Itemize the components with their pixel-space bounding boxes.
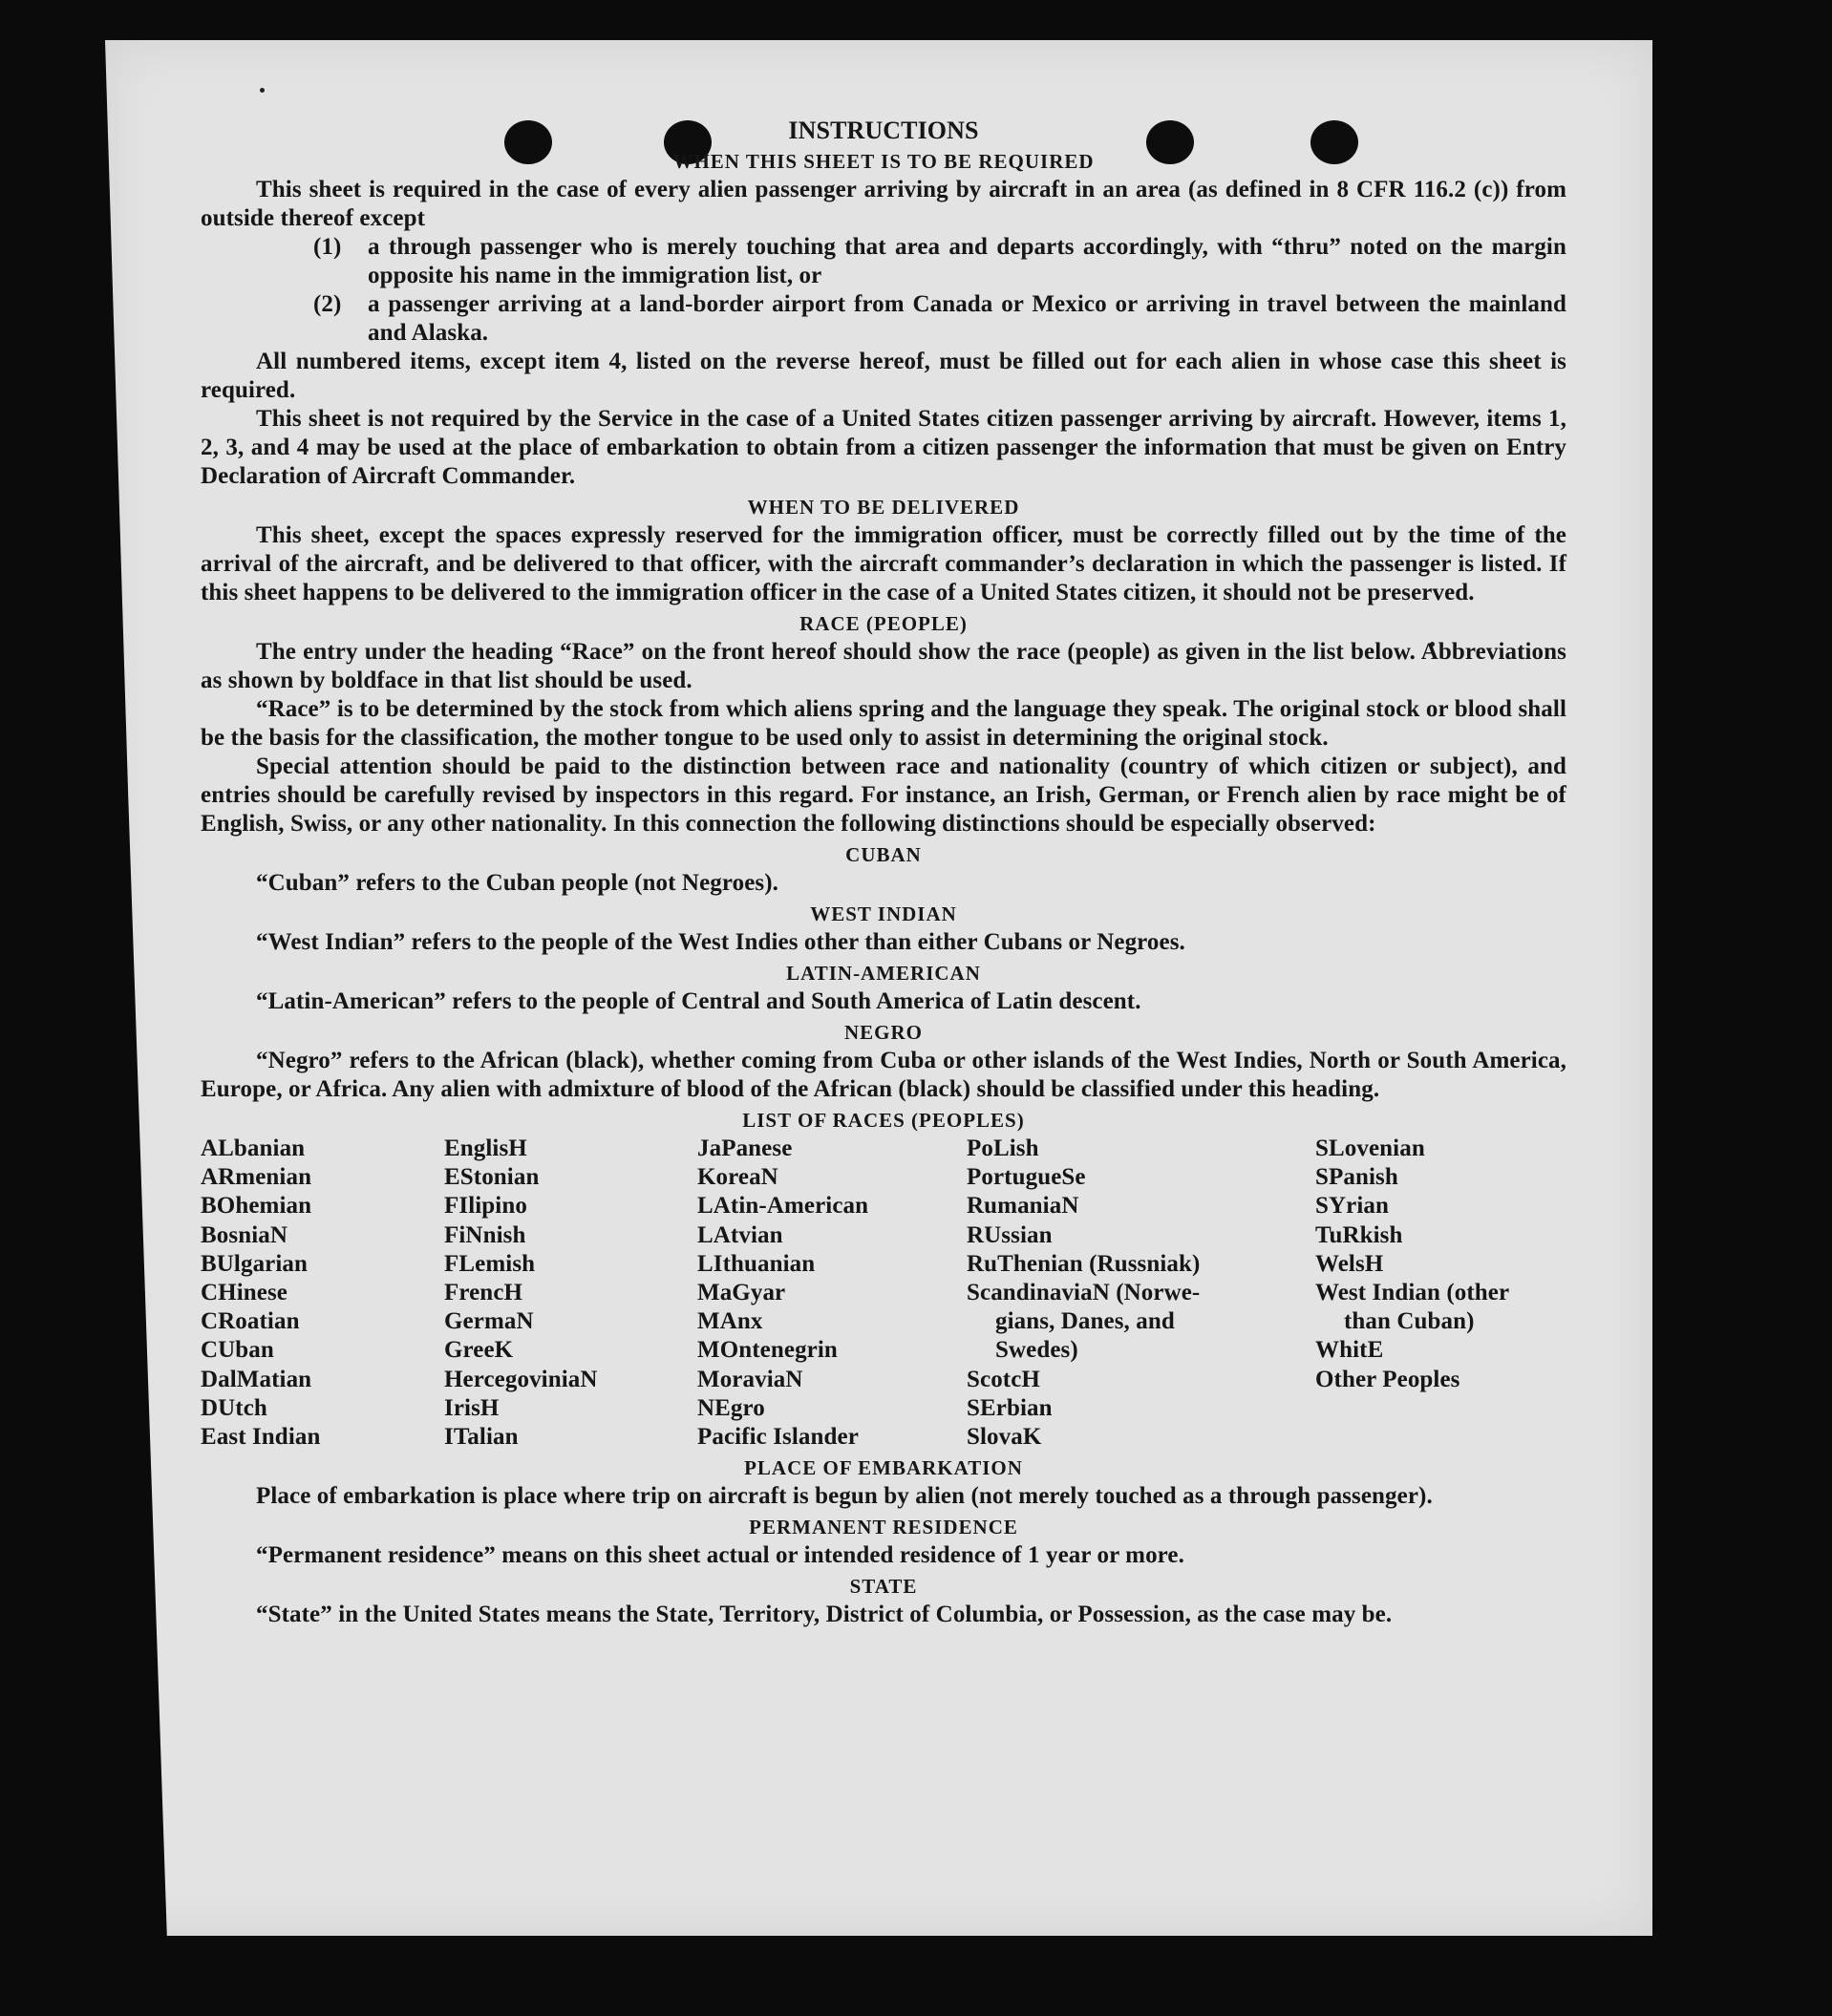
- race-list: [201, 1135, 1566, 1452]
- race-entry: SErbian: [967, 1394, 1053, 1421]
- race-column: [201, 1135, 444, 1452]
- section-heading: LATIN-AMERICAN: [786, 962, 981, 985]
- race-entry: KoreaN: [697, 1164, 778, 1191]
- exception-item-1: [201, 233, 1566, 290]
- race-entry: SYrian: [1315, 1193, 1390, 1220]
- race-entry: SLovenian: [1315, 1135, 1425, 1161]
- race-entry: CRoatian: [201, 1308, 300, 1335]
- page-title: INSTRUCTIONS: [788, 117, 979, 144]
- race-entry: IrisH: [444, 1394, 500, 1421]
- paragraph: “West Indian” refers to the people of the West Indies other than either Cubans or Negroes.: [256, 929, 1185, 955]
- race-entry: FIlipino: [444, 1193, 527, 1220]
- paragraph: This sheet is not required by the Service in the case of a United States citizen passenger arriving by aircraft. However, items 1, 2, 3, and 4 may be used at the place of embarkation to obtain from a citizen passenger the information that must be given on Entry Declaration of Aircraft Commander.: [201, 406, 1566, 489]
- section-heading: WHEN TO BE DELIVERED: [747, 496, 1020, 519]
- race-entry: PortugueSe: [967, 1164, 1086, 1191]
- paragraph: “Permanent residence” means on this sheet actual or intended residence of 1 year or more.: [256, 1542, 1184, 1569]
- race-entry: Other Peoples: [1315, 1366, 1460, 1392]
- race-entry: FrencH: [444, 1280, 523, 1306]
- section-heading: WEST INDIAN: [810, 902, 957, 925]
- race-entry: ARmenian: [201, 1164, 312, 1191]
- section-heading: NEGRO: [843, 1021, 923, 1044]
- race-entry: NEgro: [697, 1394, 765, 1421]
- race-entry: HercegoviniaN: [444, 1366, 598, 1392]
- race-entry: RUssian: [967, 1221, 1053, 1248]
- paragraph: “Latin-American” refers to the people of Central and South America of Latin descent.: [256, 988, 1141, 1014]
- race-entry: GreeK: [444, 1337, 514, 1364]
- paragraph: “State” in the United States means the State, Territory, District of Columbia, or Possession, as the case may be.: [256, 1602, 1393, 1628]
- race-column: [697, 1135, 967, 1452]
- race-entry: WelsH: [1315, 1250, 1384, 1277]
- race-entry: ScotcH: [967, 1366, 1040, 1392]
- race-entry: GermaN: [444, 1308, 534, 1335]
- section-heading: WHEN THIS SHEET IS TO BE REQUIRED: [672, 150, 1095, 173]
- race-entry: BUlgarian: [201, 1250, 309, 1277]
- race-entry: SPanish: [1315, 1164, 1398, 1191]
- race-entry: CUban: [201, 1337, 274, 1364]
- paragraph: This sheet, except the spaces expressly reserved for the immigration officer, must be correctly filled out by the time of the arrival of the aircraft, and be delivered to that officer, with the aircraft commander’s declaration in which the passenger is listed. If this sheet happens to be delivered to the immigration officer in the case of a United States citizen, it should not be preserved.: [201, 522, 1566, 605]
- paragraph: This sheet is required in the case of every alien passenger arriving by aircraft in an area (as defined in 8 CFR 116.2 (c)) from outside thereof except: [201, 177, 1566, 231]
- race-entry: ITalian: [444, 1424, 519, 1451]
- item-text: a through passenger who is merely touching that area and departs accordingly, with “thru” noted on the margin opposite his name in the immigration list, or: [368, 234, 1566, 288]
- race-entry: West Indian (other: [1315, 1280, 1510, 1306]
- race-entry: BosniaN: [201, 1221, 288, 1248]
- race-entry: JaPanese: [697, 1135, 793, 1161]
- race-entry: DUtch: [201, 1394, 267, 1421]
- paragraph: “Race” is to be determined by the stock from which aliens spring and the language they speak. The original stock or blood shall be the basis for the classification, the mother tongue to be used only to assist in determining the original stock.: [201, 696, 1566, 751]
- instructions-content: [201, 113, 1566, 1629]
- paragraph: All numbered items, except item 4, listed on the reverse hereof, must be filled out for each alien in whose case this sheet is required.: [201, 349, 1566, 403]
- race-entry: gians, Danes, and: [995, 1308, 1175, 1335]
- race-entry: East Indian: [201, 1424, 321, 1451]
- race-entry: FLemish: [444, 1250, 536, 1277]
- paragraph: “Negro” refers to the African (black), whether coming from Cuba or other islands of the West Indies, North or South America, Europe, or Africa. Any alien with admixture of blood of the African (black) should be classified under this heading.: [201, 1048, 1566, 1102]
- race-entry: FiNnish: [444, 1221, 526, 1248]
- exception-item-2: [201, 290, 1566, 348]
- race-entry: EnglisH: [444, 1135, 527, 1161]
- race-entry: RumaniaN: [967, 1193, 1079, 1220]
- race-entry: ScandinaviaN (Norwe-: [967, 1280, 1201, 1306]
- race-entry: Pacific Islander: [697, 1424, 859, 1451]
- section-heading: PERMANENT RESIDENCE: [749, 1516, 1018, 1539]
- race-entry: MoraviaN: [697, 1366, 803, 1392]
- speck: [260, 88, 265, 93]
- race-entry: EStonian: [444, 1164, 540, 1191]
- item-number: (1): [313, 234, 342, 260]
- item-number: (2): [313, 291, 342, 317]
- race-entry: WhitE: [1315, 1337, 1384, 1364]
- race-entry: BOhemian: [201, 1193, 312, 1220]
- section-heading: STATE: [849, 1575, 918, 1599]
- race-entry: TuRkish: [1315, 1221, 1403, 1248]
- race-entry: LAtvian: [697, 1221, 783, 1248]
- race-entry: LIthuanian: [697, 1250, 816, 1277]
- paragraph: Place of embarkation is place where trip on aircraft is begun by alien (not merely touched as a through passenger).: [256, 1483, 1433, 1510]
- paragraph: The entry under the heading “Race” on the front hereof should show the race (people) as given in the list below. Abbreviations as shown by boldface in that list should be used.: [201, 639, 1566, 693]
- race-entry: LAtin-American: [697, 1193, 869, 1220]
- section-heading: RACE (PEOPLE): [799, 612, 968, 635]
- race-entry: MAnx: [697, 1308, 763, 1335]
- race-entry: Swedes): [995, 1337, 1078, 1364]
- race-entry: MaGyar: [697, 1280, 786, 1306]
- section-heading: CUBAN: [845, 843, 922, 866]
- paragraph: “Cuban” refers to the Cuban people (not Negroes).: [256, 870, 779, 896]
- race-list-heading: LIST OF RACES (PEOPLES): [742, 1109, 1025, 1132]
- race-entry: than Cuban): [1344, 1308, 1475, 1335]
- item-text: a passenger arriving at a land-border airport from Canada or Mexico or arriving in travel between the mainland and Alaska.: [368, 291, 1566, 346]
- race-entry: ALbanian: [201, 1135, 306, 1161]
- race-entry: DalMatian: [201, 1366, 312, 1392]
- section-heading: PLACE OF EMBARKATION: [744, 1456, 1023, 1480]
- race-column: [444, 1135, 697, 1452]
- paragraph: Special attention should be paid to the distinction between race and nationality (country of which citizen or subject), and entries should be carefully revised by inspectors in this regard. For instance, an Irish, German, or French alien by race might be of English, Swiss, or any other nationality. In this connection the following distinctions should be especially observed:: [201, 753, 1566, 837]
- race-entry: PoLish: [967, 1135, 1039, 1161]
- race-column: [1315, 1135, 1568, 1452]
- race-entry: CHinese: [201, 1280, 288, 1306]
- race-entry: MOntenegrin: [697, 1337, 838, 1364]
- race-entry: RuThenian (Russniak): [967, 1250, 1201, 1277]
- race-entry: SlovaK: [967, 1424, 1042, 1451]
- race-column: [967, 1135, 1315, 1452]
